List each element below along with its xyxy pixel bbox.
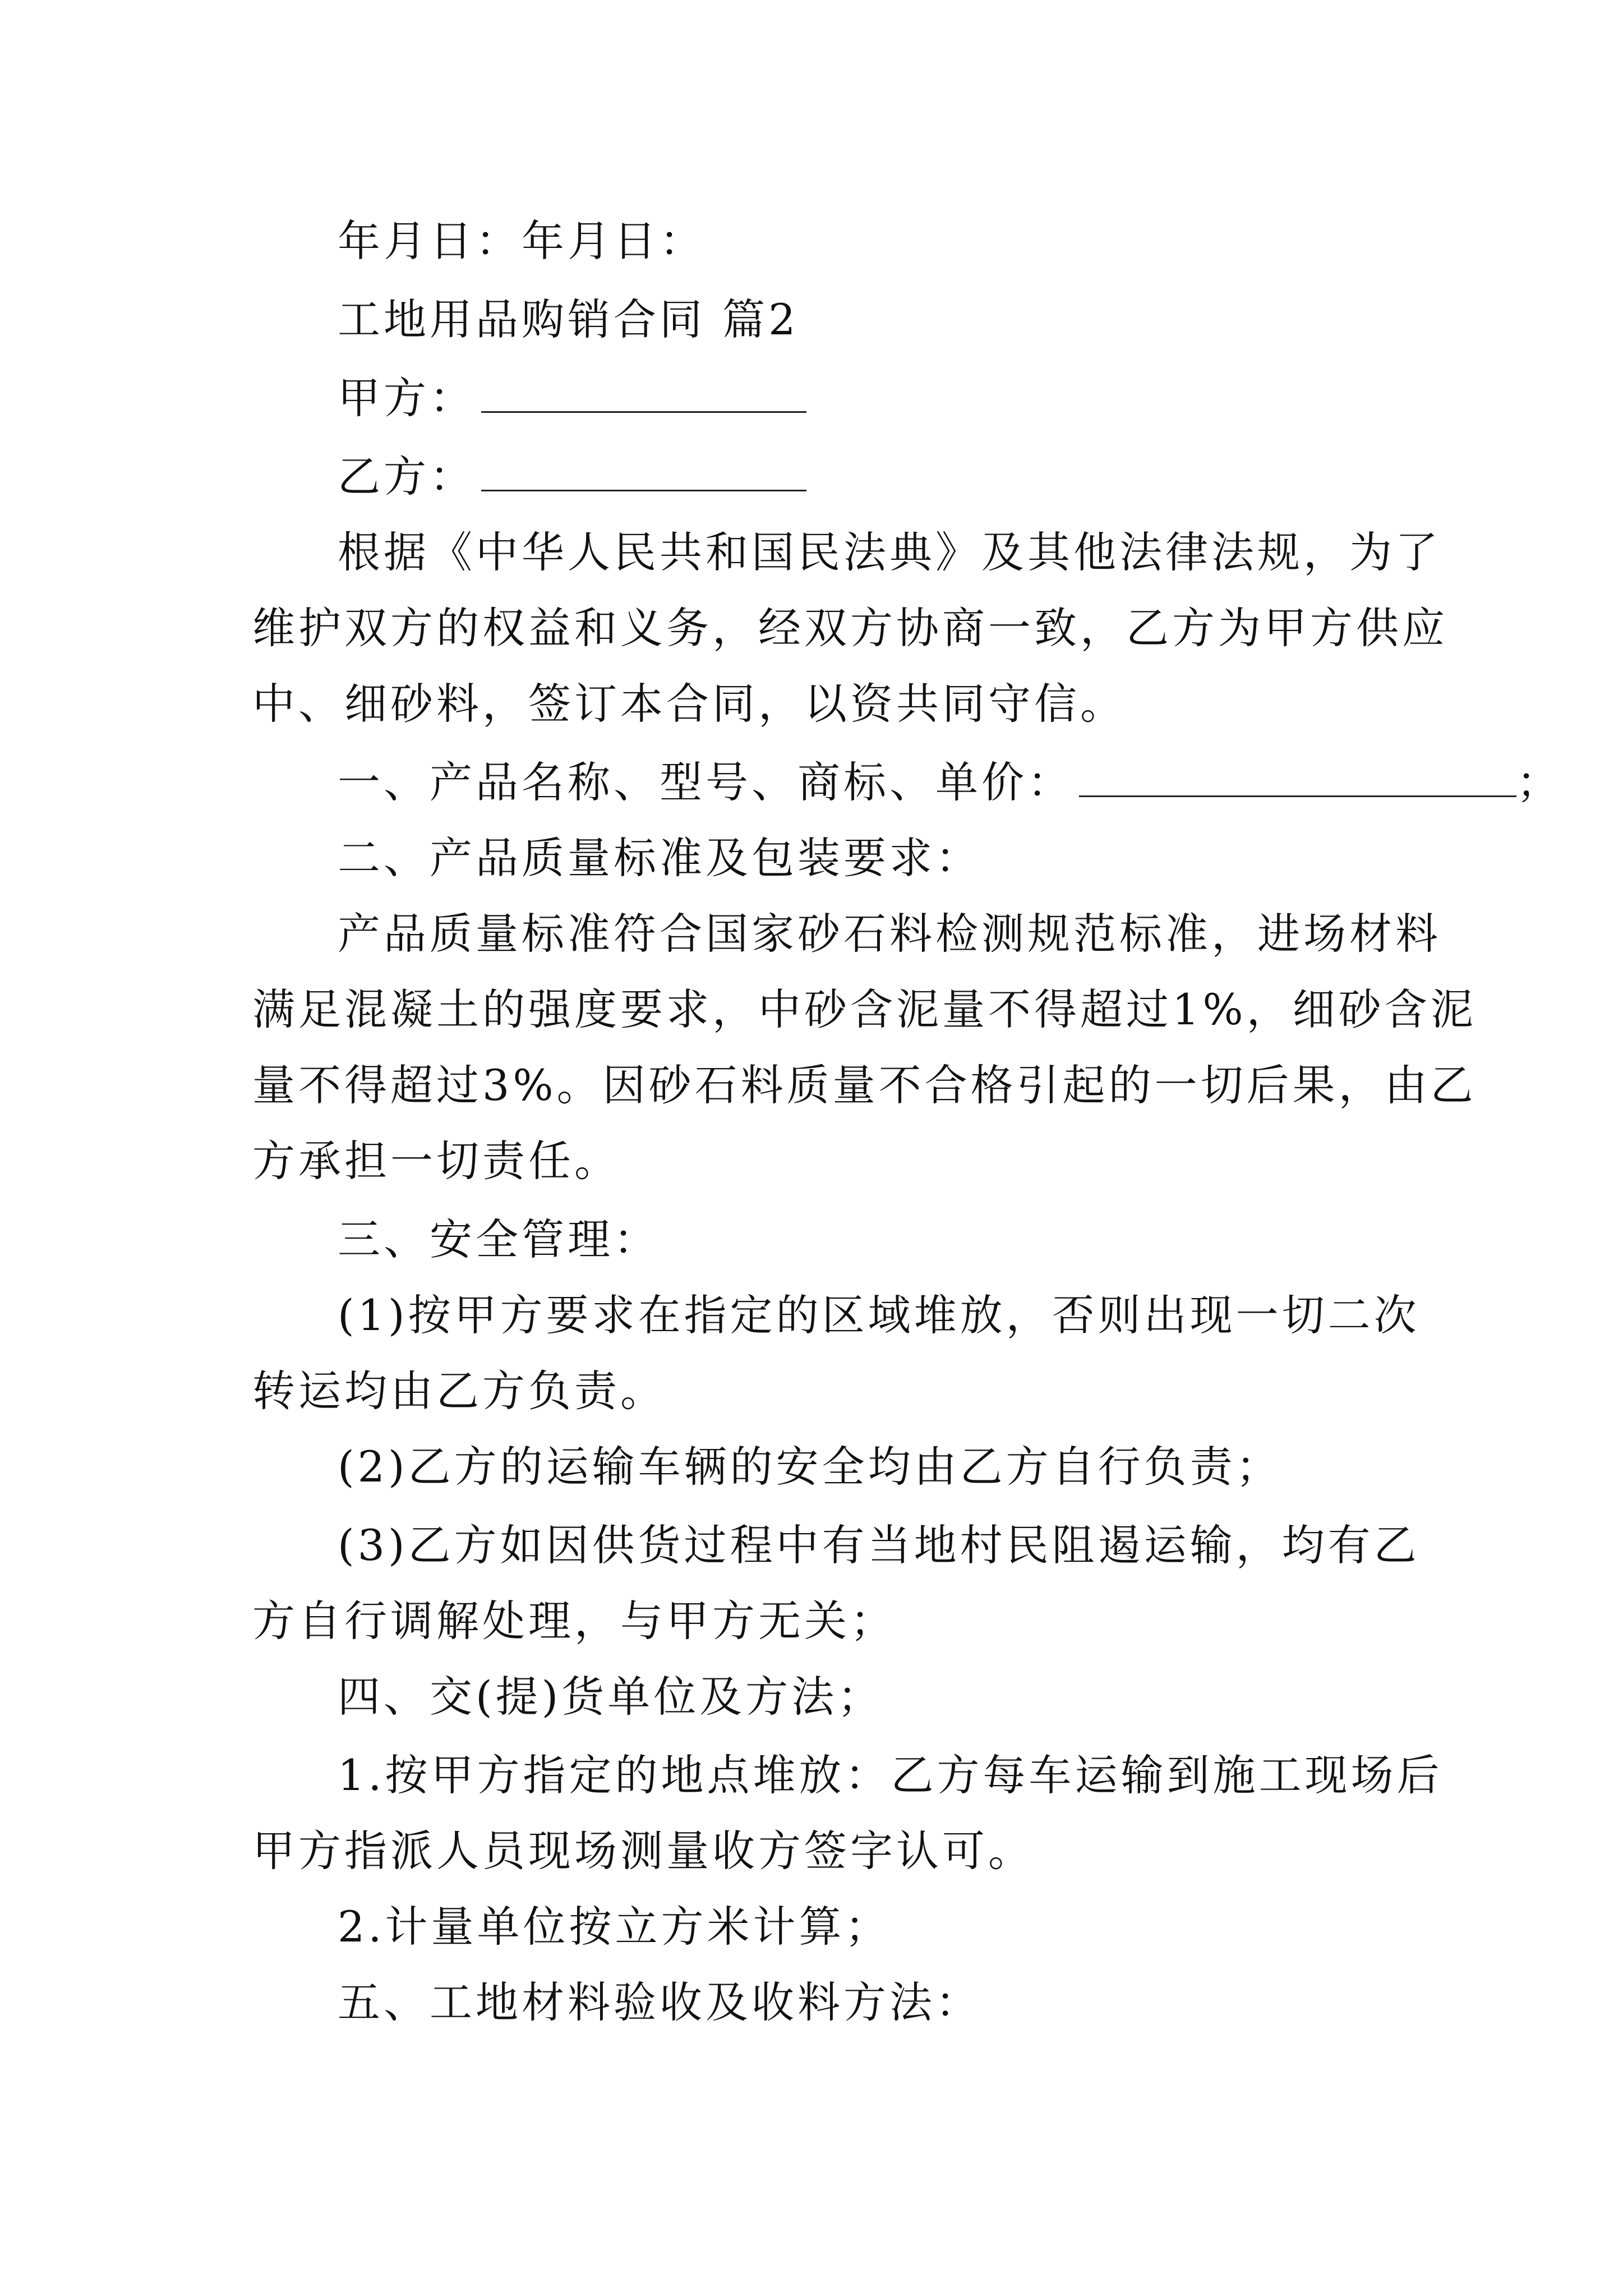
section-heading <box>338 830 981 886</box>
paragraph-line <box>252 982 1477 1038</box>
paragraph-text: 根据《中华人民共和国民法典》及其他法律法规，为了 <box>338 527 1441 577</box>
paragraph-text: 转运均由乙方负责。 <box>252 1366 666 1416</box>
paragraph-text: 产品质量标准符合国家砂石料检测规范标准，进场材料 <box>338 909 1441 959</box>
paragraph-text: 甲方指派人员现场测量收方签字认可。 <box>252 1826 1034 1876</box>
paragraph-line <box>252 1363 666 1419</box>
product-name-line <box>338 754 1562 811</box>
paragraph-text: 量不得超过3%。因砂石料质量不合格引起的一切后果，由乙 <box>252 1060 1477 1110</box>
paragraph-text: (3)乙方如因供货过程中有当地村民阻遏运输，均有乙 <box>338 1520 1420 1570</box>
paragraph-text: 1.按甲方指定的地点堆放：乙方每车运输到施工现场后 <box>338 1750 1443 1800</box>
paragraph-line <box>338 1517 1420 1573</box>
paragraph-line <box>338 1439 1282 1495</box>
party-a-line <box>338 370 806 426</box>
paragraph-line <box>338 1747 1443 1803</box>
contract-title-text: 工地用品购销合同 篇2 <box>338 295 799 344</box>
paragraph-text: 满足混凝土的强度要求，中砂含泥量不得超过1%，细砂含泥 <box>252 984 1477 1034</box>
party-b-label: 乙方： <box>338 452 476 501</box>
section-heading-text: 二、产品质量标准及包装要求： <box>338 833 981 883</box>
paragraph-line <box>338 1899 891 1955</box>
paragraph-line <box>252 600 1448 656</box>
paragraph-line <box>338 1287 1420 1343</box>
paragraph-line <box>252 1823 1034 1879</box>
signature-date-line <box>338 213 706 269</box>
paragraph-line <box>338 524 1441 581</box>
paragraph-text: (1)按甲方要求在指定的区域堆放，否则出现一切二次 <box>338 1290 1420 1340</box>
product-name-suffix: ； <box>1516 757 1562 807</box>
paragraph-line <box>252 1057 1477 1114</box>
party-a-label: 甲方： <box>338 373 476 423</box>
party-b-line <box>338 449 806 505</box>
section-heading <box>338 1975 981 2031</box>
party-a-blank <box>481 378 806 413</box>
section-heading <box>338 1212 660 1268</box>
paragraph-text: 方承担一切责任。 <box>252 1136 620 1186</box>
paragraph-text: 方自行调解处理，与甲方无关； <box>252 1596 896 1646</box>
product-name-label: 一、产品名称、型号、商标、单价： <box>338 757 1073 807</box>
paragraph-text: 中、细砂料，签订本合同，以资共同守信。 <box>252 679 1126 729</box>
contract-title <box>338 292 799 348</box>
party-b-blank <box>481 456 806 491</box>
paragraph-line <box>338 906 1441 962</box>
paragraph-line <box>252 1593 896 1649</box>
section-heading-text: 五、工地材料验收及收料方法： <box>338 1977 981 2027</box>
paragraph-text: (2)乙方的运输车辆的安全均由乙方自行负责； <box>338 1442 1282 1492</box>
section-heading <box>338 1669 883 1725</box>
section-heading-text: 三、安全管理： <box>338 1214 660 1264</box>
paragraph-text: 维护双方的权益和义务，经双方协商一致，乙方为甲方供应 <box>252 603 1448 653</box>
section-heading-text: 四、交(提)货单位及方法； <box>338 1672 884 1722</box>
product-name-blank <box>1079 762 1516 797</box>
signature-date-text: 年月日：年月日： <box>338 216 706 266</box>
paragraph-line <box>252 676 1126 732</box>
paragraph-line <box>252 1133 620 1189</box>
paragraph-text: 2.计量单位按立方米计算； <box>338 1902 891 1952</box>
